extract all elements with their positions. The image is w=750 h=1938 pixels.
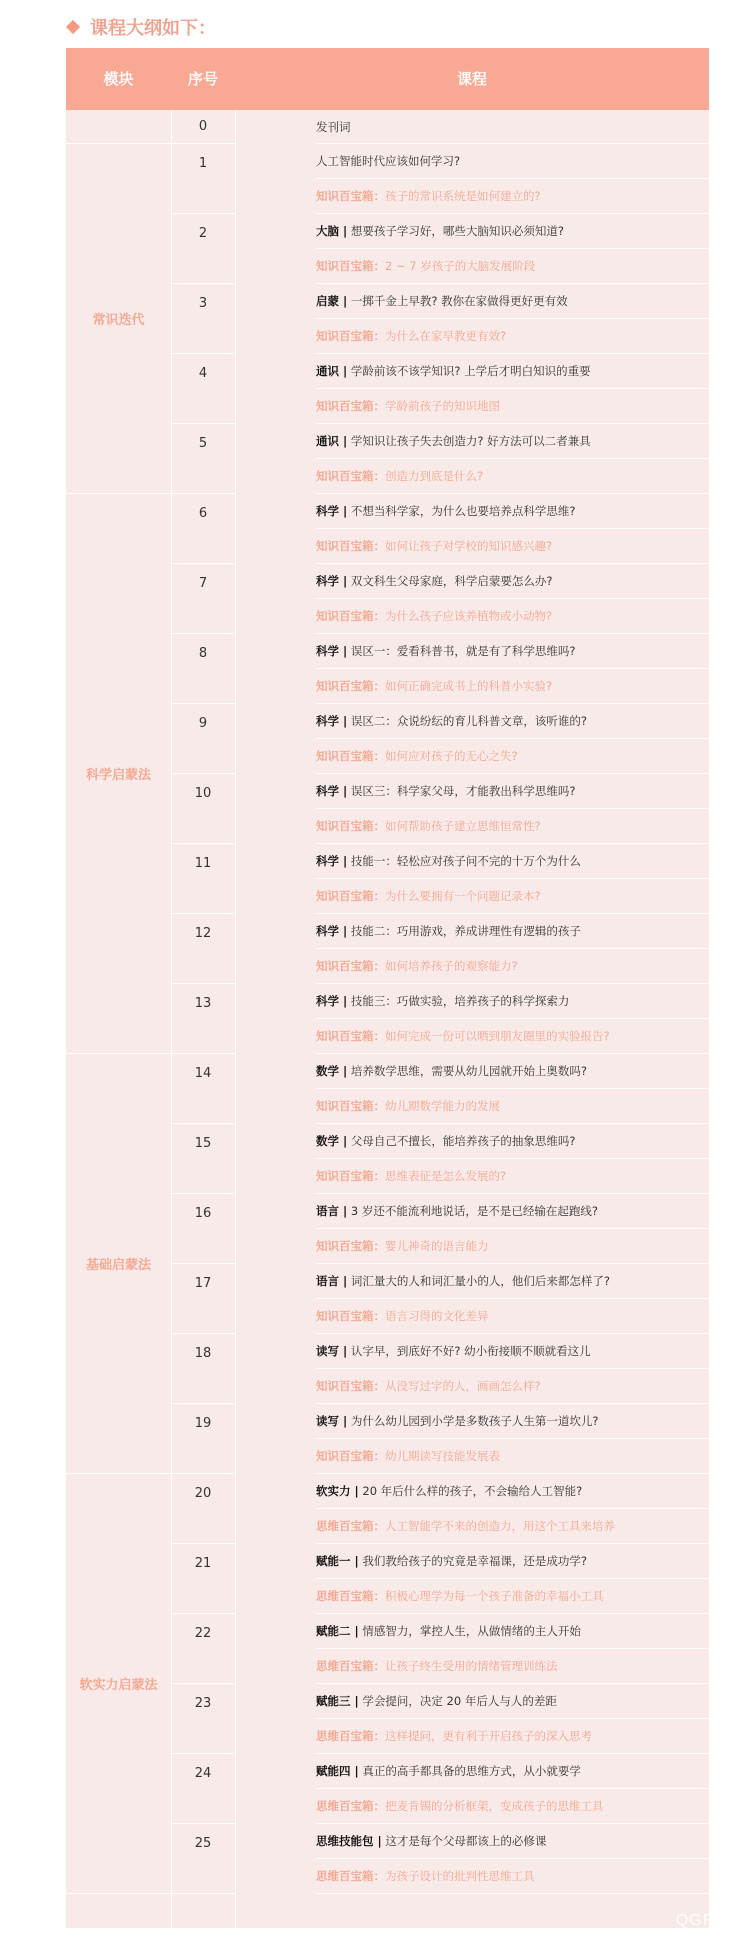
module-name: 常识迭代	[92, 313, 145, 328]
tip-text: 创造力到底是什么?	[385, 469, 484, 483]
row-number: 10	[171, 774, 235, 844]
tip-text: 积极心理学为每一个孩子准备的幸福小工具	[385, 1589, 604, 1603]
course-title-text: 为什么幼儿园到小学是多数孩子人生第一道坎儿?	[347, 1414, 599, 1428]
tip-line	[316, 1439, 709, 1474]
section-heading	[68, 14, 216, 40]
course-topic: 赋能一 |	[316, 1554, 359, 1568]
tip-line	[316, 1299, 709, 1334]
row-number: 24	[171, 1754, 235, 1824]
tip-line	[316, 1509, 709, 1544]
tip-label: 知识百宝箱：	[316, 329, 385, 343]
course-topic: 数学 |	[316, 1064, 348, 1078]
module-name: 软实力启蒙法	[79, 1678, 158, 1693]
tip-text: 如何正确完成书上的科普小实验?	[385, 679, 553, 693]
course-title	[316, 1754, 709, 1789]
course-title-text: 词汇量大的人和词汇量小的人，他们后来都怎样了?	[347, 1274, 610, 1288]
row-number: 16	[171, 1194, 235, 1264]
row-number: 8	[171, 634, 235, 704]
course-title-text: 学知识让孩子失去创造力? 好方法可以二者兼具	[347, 434, 591, 448]
tip-line	[316, 1369, 709, 1404]
course-title-text: 一掷千金上早教? 教你在家做得更好更有效	[347, 294, 568, 308]
row-number: 2	[171, 214, 235, 284]
course-title	[316, 110, 709, 144]
tip-line	[316, 1719, 709, 1754]
tip-line	[316, 949, 709, 984]
course-title-text: 误区三：科学家父母，才能教出科学思维吗?	[347, 784, 576, 798]
tip-line	[316, 389, 709, 424]
tip-line	[316, 1579, 709, 1614]
course-title	[316, 494, 709, 529]
course-title	[316, 1334, 709, 1369]
course-title	[316, 144, 709, 179]
tip-line	[316, 599, 709, 634]
course-topic: 科学 |	[316, 924, 348, 938]
course-topic: 科学 |	[316, 994, 348, 1008]
course-topic: 科学 |	[316, 784, 348, 798]
tip-line	[316, 1649, 709, 1684]
row-number: 22	[171, 1614, 235, 1684]
tip-line	[316, 249, 709, 284]
tip-line	[316, 1159, 709, 1194]
row-number: 5	[171, 424, 235, 494]
course-title-text: 发刊词	[316, 120, 351, 134]
tip-label: 思维百宝箱：	[316, 1659, 385, 1673]
row-number: 7	[171, 564, 235, 634]
tip-label: 知识百宝箱：	[316, 1029, 385, 1043]
course-topic: 思维技能包 |	[316, 1834, 382, 1848]
course-title	[316, 844, 709, 879]
course-title	[316, 284, 709, 319]
course-title	[316, 984, 709, 1019]
course-topic: 数学 |	[316, 1134, 348, 1148]
tip-line	[316, 179, 709, 214]
course-title	[316, 1404, 709, 1439]
course-title	[316, 1474, 709, 1509]
tip-line	[316, 1019, 709, 1054]
tip-label: 知识百宝箱：	[316, 539, 385, 553]
tip-text: 如何完成一份可以晒到朋友圈里的实验报告?	[385, 1029, 610, 1043]
tip-label: 知识百宝箱：	[316, 1379, 385, 1393]
course-topic: 软实力 |	[316, 1484, 359, 1498]
tip-label: 思维百宝箱：	[316, 1519, 385, 1533]
module-cell	[66, 110, 171, 144]
tip-text: 幼儿期数学能力的发展	[385, 1099, 500, 1113]
column-divider	[235, 110, 236, 1928]
row-number: 15	[171, 1124, 235, 1194]
tip-text: 如何让孩子对学校的知识感兴趣?	[385, 539, 553, 553]
tip-text: 为孩子设计的批判性思维工具	[385, 1869, 535, 1883]
tip-label: 思维百宝箱：	[316, 1589, 385, 1603]
course-title-text: 3 岁还不能流利地说话，是不是已经输在起跑线?	[347, 1204, 598, 1218]
row-number: 0	[171, 110, 235, 144]
tip-label: 知识百宝箱：	[316, 469, 385, 483]
tip-label: 知识百宝箱：	[316, 1449, 385, 1463]
course-topic: 赋能四 |	[316, 1764, 359, 1778]
tip-line	[316, 739, 709, 774]
row-number: 21	[171, 1544, 235, 1614]
course-topic: 科学 |	[316, 504, 348, 518]
course-title	[316, 634, 709, 669]
tip-label: 知识百宝箱：	[316, 189, 385, 203]
tip-line	[316, 809, 709, 844]
course-topic: 通识 |	[316, 434, 348, 448]
course-topic: 读写 |	[316, 1344, 348, 1358]
tip-label: 知识百宝箱：	[316, 889, 385, 903]
course-topic: 赋能二 |	[316, 1624, 359, 1638]
course-title-text: 技能三：巧做实验，培养孩子的科学探索力	[347, 994, 570, 1008]
tip-label: 思维百宝箱：	[316, 1799, 385, 1813]
tip-text: 如何帮助孩子建立思维恒常性?	[385, 819, 541, 833]
row-number: 23	[171, 1684, 235, 1754]
tip-text: 如何应对孩子的无心之失?	[385, 749, 518, 763]
course-title-text: 我们教给孩子的究竟是幸福课，还是成功学?	[358, 1554, 587, 1568]
tip-label: 知识百宝箱：	[316, 1309, 385, 1323]
course-title-text: 父母自己不擅长，能培养孩子的抽象思维吗?	[347, 1134, 576, 1148]
tip-label: 思维百宝箱：	[316, 1729, 385, 1743]
tip-label: 知识百宝箱：	[316, 609, 385, 623]
course-topic: 科学 |	[316, 714, 348, 728]
module-cell	[66, 1474, 171, 1894]
tip-line	[316, 1859, 709, 1894]
row-number: 17	[171, 1264, 235, 1334]
tip-text: 为什么要拥有一个问题记录本?	[385, 889, 541, 903]
course-title-text: 20 年后什么样的孩子，不会输给人工智能?	[358, 1484, 583, 1498]
section-heading-text: 课程大纲如下：	[90, 18, 216, 39]
tip-label: 知识百宝箱：	[316, 259, 385, 273]
tip-text: 为什么在家早教更有效?	[385, 329, 507, 343]
course-topic: 语言 |	[316, 1204, 348, 1218]
module-cell	[66, 144, 171, 494]
course-title	[316, 424, 709, 459]
course-title-text: 真正的高手都具备的思维方式，从小就要学	[358, 1764, 581, 1778]
course-topic: 科学 |	[316, 644, 348, 658]
row-number: 12	[171, 914, 235, 984]
course-title	[316, 914, 709, 949]
row-number: 4	[171, 354, 235, 424]
tip-label: 知识百宝箱：	[316, 819, 385, 833]
course-title-text: 误区一：爱看科普书，就是有了科学思维吗?	[347, 644, 576, 658]
course-title-text: 认字早，到底好不好? 幼小衔接顺不顺就看这儿	[347, 1344, 591, 1358]
course-topic: 赋能三 |	[316, 1694, 359, 1708]
header-module: 模块	[103, 70, 134, 88]
tip-line	[316, 1229, 709, 1264]
row-number: 18	[171, 1334, 235, 1404]
row-number: 1	[171, 144, 235, 214]
row-number: 9	[171, 704, 235, 774]
tip-label: 知识百宝箱：	[316, 1099, 385, 1113]
row-number: 3	[171, 284, 235, 354]
course-title-text: 技能一：轻松应对孩子问不完的十万个为什么	[347, 854, 581, 868]
tip-label: 思维百宝箱：	[316, 1869, 385, 1883]
row-number: 20	[171, 1474, 235, 1544]
tip-line	[316, 529, 709, 564]
tip-text: 人工智能学不来的创造力，用这个工具来培养	[385, 1519, 615, 1533]
tip-text: 这样提问，更有利于开启孩子的深入思考	[385, 1729, 592, 1743]
course-outline-table	[66, 48, 709, 1928]
course-title	[316, 564, 709, 599]
course-title	[316, 1264, 709, 1299]
course-topic: 启蒙 |	[316, 294, 348, 308]
course-title-text: 双文科生父母家庭，科学启蒙要怎么办?	[347, 574, 553, 588]
tip-text: 学龄前孩子的知识地图	[385, 399, 500, 413]
diamond-icon	[66, 20, 80, 34]
course-topic: 科学 |	[316, 574, 348, 588]
course-title	[316, 1194, 709, 1229]
course-title	[316, 774, 709, 809]
header-number: 序号	[187, 70, 218, 88]
course-title-text: 情感智力，掌控人生，从做情绪的主人开始	[358, 1624, 581, 1638]
tip-label: 知识百宝箱：	[316, 1169, 385, 1183]
tip-line	[316, 459, 709, 494]
course-title	[316, 1054, 709, 1089]
tip-line	[316, 319, 709, 354]
row-number: 11	[171, 844, 235, 914]
tip-label: 知识百宝箱：	[316, 679, 385, 693]
course-title-text: 人工智能时代应该如何学习?	[316, 154, 461, 168]
course-topic: 语言 |	[316, 1274, 348, 1288]
module-name: 基础启蒙法	[85, 1258, 151, 1273]
tip-label: 知识百宝箱：	[316, 749, 385, 763]
course-title	[316, 1124, 709, 1159]
row-number: 25	[171, 1824, 235, 1894]
course-title-text: 误区二：众说纷纭的育儿科普文章，该听谁的?	[347, 714, 587, 728]
tip-line	[316, 1789, 709, 1824]
course-title	[316, 1544, 709, 1579]
tip-text: 为什么孩子应该养植物或小动物?	[385, 609, 553, 623]
course-title	[316, 1824, 709, 1859]
course-topic: 读写 |	[316, 1414, 348, 1428]
tip-text: 让孩子终生受用的情绪管理训练法	[385, 1659, 558, 1673]
course-title-text: 培养数学思维，需要从幼儿园就开始上奥数吗?	[347, 1064, 587, 1078]
module-cell	[66, 1054, 171, 1474]
tip-text: 幼儿期读写技能发展表	[385, 1449, 500, 1463]
course-title-text: 学龄前该不该学知识? 上学后才明白知识的重要	[347, 364, 591, 378]
course-title	[316, 214, 709, 249]
row-number: 6	[171, 494, 235, 564]
tip-line	[316, 1089, 709, 1124]
module-cell	[66, 494, 171, 1054]
tip-text: 语言习得的文化差异	[385, 1309, 489, 1323]
watermark: QGPX.C	[675, 1912, 744, 1929]
tip-text: 思维表征是怎么发展的?	[385, 1169, 507, 1183]
tip-line	[316, 879, 709, 914]
course-title	[316, 1614, 709, 1649]
course-title-text: 这才是每个父母都该上的必修课	[381, 1834, 547, 1848]
course-title-text: 学会提问，决定 20 年后人与人的差距	[358, 1694, 557, 1708]
row-number: 19	[171, 1404, 235, 1474]
course-title	[316, 704, 709, 739]
row-number: 14	[171, 1054, 235, 1124]
header-course: 课程	[456, 70, 487, 88]
tip-text: 婴儿神奇的语言能力	[385, 1239, 489, 1253]
tip-label: 知识百宝箱：	[316, 399, 385, 413]
tip-text: 如何培养孩子的观察能力?	[385, 959, 518, 973]
course-topic: 通识 |	[316, 364, 348, 378]
course-title	[316, 1684, 709, 1719]
tip-line	[316, 669, 709, 704]
tip-text: 把麦肯锡的分析框架，变成孩子的思维工具	[385, 1799, 604, 1813]
course-title	[316, 354, 709, 389]
tip-label: 知识百宝箱：	[316, 1239, 385, 1253]
tip-text: 从没写过字的人，画画怎么样?	[385, 1379, 541, 1393]
course-title-text: 不想当科学家，为什么也要培养点科学思维?	[347, 504, 576, 518]
course-title-text: 技能二：巧用游戏，养成讲理性有逻辑的孩子	[347, 924, 581, 938]
module-name: 科学启蒙法	[85, 768, 151, 783]
tip-text: 孩子的常识系统是如何建立的?	[385, 189, 541, 203]
course-topic: 科学 |	[316, 854, 348, 868]
course-topic: 大脑 |	[316, 224, 348, 238]
table-header	[66, 48, 709, 110]
course-title-text: 想要孩子学习好，哪些大脑知识必须知道?	[347, 224, 564, 238]
row-number: 13	[171, 984, 235, 1054]
tip-text: 2 ~ 7 岁孩子的大脑发展阶段	[385, 259, 536, 273]
tip-label: 知识百宝箱：	[316, 959, 385, 973]
